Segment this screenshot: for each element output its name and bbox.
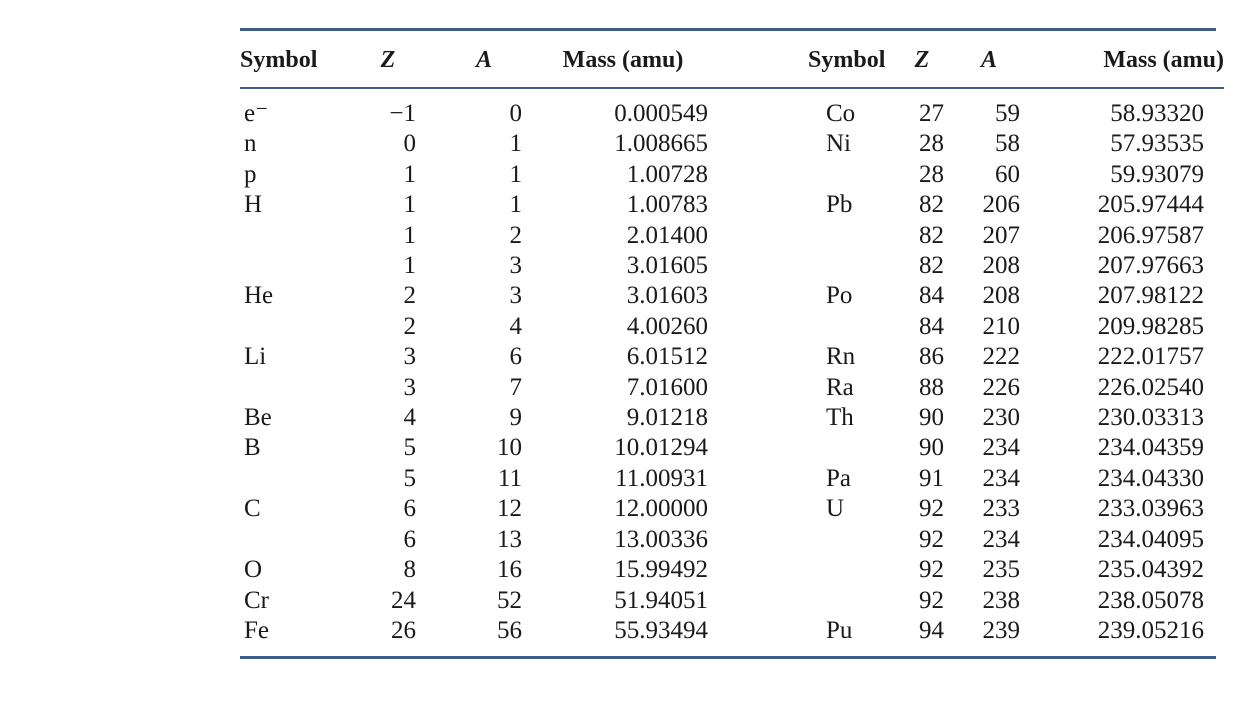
- cell-z-right: 88: [919, 373, 944, 401]
- cell-z-right: 92: [919, 525, 944, 553]
- cell-a-right: 234: [982, 525, 1020, 553]
- cell-z-right: 28: [919, 160, 944, 188]
- header-mass-right: Mass (amu): [1103, 46, 1224, 73]
- cell-z-right: 91: [919, 464, 944, 492]
- cell-mass-left: 3.01605: [626, 252, 708, 280]
- cell-symbol-right: [808, 555, 886, 585]
- cell-symbol-right: [808, 525, 886, 555]
- cell-mass-left: 7.01600: [626, 373, 708, 401]
- header-z-right: Z: [914, 46, 930, 73]
- cell-z-left: 8: [403, 556, 416, 584]
- cell-mass-left: 1.00728: [626, 160, 708, 188]
- header-a-left: A: [475, 46, 492, 73]
- cell-z-right: 92: [919, 586, 944, 614]
- cell-symbol-left: O: [244, 556, 263, 584]
- cell-symbol-right: [808, 433, 886, 463]
- cell-z-left: 6: [403, 525, 416, 553]
- cell-z-left: 1: [403, 160, 416, 188]
- cell-mass-right: 234.04359: [1097, 434, 1204, 462]
- cell-z-left: 1: [403, 191, 416, 219]
- cell-symbol-right: Co: [826, 100, 856, 127]
- cell-z-left: 26: [391, 616, 416, 644]
- column-gap-cell: [718, 160, 808, 190]
- cell-a-right: 208: [982, 252, 1020, 280]
- cell-z-right: 82: [919, 252, 944, 280]
- column-gap-cell: [718, 221, 808, 251]
- cell-a-right: 206: [982, 191, 1020, 219]
- column-gap-cell: [718, 89, 808, 129]
- cell-symbol-right: U: [826, 495, 845, 523]
- cell-symbol-right: Th: [826, 404, 854, 432]
- cell-mass-left: 9.01218: [626, 404, 708, 432]
- cell-z-right: 92: [919, 495, 944, 523]
- table-row: [240, 281, 1224, 311]
- cell-symbol-left: [240, 525, 336, 555]
- cell-z-left: −1: [389, 100, 416, 127]
- cell-a-left: 3: [509, 282, 522, 310]
- cell-a-left: 13: [497, 525, 522, 553]
- cell-z-left: 2: [403, 282, 416, 310]
- column-gap-cell: [718, 281, 808, 311]
- cell-symbol-left: H: [244, 191, 263, 219]
- table-row: [240, 160, 1224, 190]
- column-gap-cell: [718, 586, 808, 616]
- cell-symbol-left: Be: [244, 404, 272, 432]
- cell-a-left: 6: [509, 343, 522, 371]
- cell-z-left: 2: [403, 312, 416, 340]
- column-gap-cell: [718, 616, 808, 646]
- column-gap-cell: [718, 190, 808, 220]
- table-header: [240, 35, 1224, 89]
- cell-a-right: 233: [982, 495, 1020, 523]
- cell-z-left: 1: [403, 252, 416, 280]
- cell-mass-left: 13.00336: [614, 525, 708, 553]
- cell-z-right: 92: [919, 556, 944, 584]
- cell-z-left: 3: [403, 343, 416, 371]
- cell-symbol-left: B: [244, 434, 261, 462]
- table-row: [240, 373, 1224, 403]
- cell-mass-left: 11.00931: [615, 464, 708, 492]
- cell-mass-right: 206.97587: [1097, 221, 1204, 249]
- cell-a-right: 234: [982, 464, 1020, 492]
- cell-symbol-right: Ni: [826, 130, 851, 158]
- cell-symbol-right: [808, 312, 886, 342]
- cell-symbol-left: [240, 312, 336, 342]
- cell-symbol-right: Pb: [826, 191, 853, 219]
- header-symbol-right: Symbol: [808, 46, 886, 73]
- header-a-right: A: [980, 46, 997, 73]
- cell-z-left: 24: [391, 586, 416, 614]
- cell-a-right: 207: [982, 221, 1020, 249]
- cell-mass-right: 239.05216: [1097, 616, 1204, 644]
- cell-mass-left: 3.01603: [626, 282, 708, 310]
- cell-a-right: 222: [982, 343, 1020, 371]
- header-symbol-left: Symbol: [240, 46, 318, 73]
- cell-a-left: 56: [497, 616, 522, 644]
- cell-symbol-right: [808, 251, 886, 281]
- cell-z-right: 94: [919, 616, 944, 644]
- column-gap-cell: [718, 251, 808, 281]
- table-row: [240, 464, 1224, 494]
- cell-mass-right: 234.04330: [1097, 464, 1204, 492]
- column-gap-cell: [718, 373, 808, 403]
- cell-a-right: 60: [995, 160, 1020, 188]
- cell-a-left: 10: [497, 434, 522, 462]
- cell-z-right: 82: [919, 221, 944, 249]
- cell-z-left: 6: [403, 495, 416, 523]
- cell-z-right: 27: [919, 100, 944, 127]
- cell-z-right: 84: [919, 282, 944, 310]
- cell-mass-left: 1.008665: [614, 130, 708, 158]
- cell-mass-right: 238.05078: [1097, 586, 1204, 614]
- cell-z-right: 90: [919, 404, 944, 432]
- table-row: [240, 403, 1224, 433]
- cell-mass-left: 10.01294: [614, 434, 708, 462]
- cell-symbol-right: Po: [826, 282, 853, 310]
- column-gap-cell: [718, 342, 808, 372]
- cell-mass-right: 57.93535: [1110, 130, 1204, 158]
- table-row: [240, 342, 1224, 372]
- column-gap-cell: [718, 403, 808, 433]
- cell-z-right: 28: [919, 130, 944, 158]
- cell-mass-right: 234.04095: [1097, 525, 1204, 553]
- cell-a-left: 2: [509, 221, 522, 249]
- header-z-left: Z: [380, 46, 396, 73]
- cell-a-right: 238: [982, 586, 1020, 614]
- cell-a-left: 4: [509, 312, 522, 340]
- table-row: [240, 251, 1224, 281]
- cell-symbol-left: e⁻: [244, 100, 269, 127]
- cell-z-left: 3: [403, 373, 416, 401]
- cell-mass-right: 207.98122: [1097, 282, 1204, 310]
- cell-a-left: 1: [509, 191, 522, 219]
- cell-a-left: 0: [509, 100, 522, 127]
- cell-a-left: 1: [509, 160, 522, 188]
- cell-z-left: 5: [403, 464, 416, 492]
- table-row: [240, 129, 1224, 159]
- cell-symbol-left: Cr: [244, 586, 269, 614]
- cell-symbol-left: [240, 221, 336, 251]
- cell-z-left: 5: [403, 434, 416, 462]
- cell-a-right: 226: [982, 373, 1020, 401]
- column-gap-cell: [718, 555, 808, 585]
- cell-symbol-right: Ra: [826, 373, 854, 401]
- cell-mass-left: 15.99492: [614, 556, 708, 584]
- cell-symbol-left: [240, 464, 336, 494]
- cell-mass-left: 1.00783: [626, 191, 708, 219]
- table-row: [240, 312, 1224, 342]
- cell-symbol-right: [808, 586, 886, 616]
- cell-a-left: 9: [509, 404, 522, 432]
- cell-symbol-left: Fe: [244, 616, 269, 644]
- cell-z-right: 84: [919, 312, 944, 340]
- cell-a-right: 210: [982, 312, 1020, 340]
- column-gap-cell: [718, 129, 808, 159]
- column-gap-cell: [718, 312, 808, 342]
- cell-mass-left: 6.01512: [626, 343, 708, 371]
- cell-symbol-left: [240, 373, 336, 403]
- cell-a-right: 239: [982, 616, 1020, 644]
- cell-symbol-left: He: [244, 282, 274, 310]
- header-row: [240, 35, 1224, 85]
- table-bottom-rule: [240, 656, 1216, 659]
- cell-symbol-left: C: [244, 495, 261, 523]
- cell-a-left: 3: [509, 252, 522, 280]
- cell-a-right: 59: [995, 100, 1020, 127]
- cell-mass-right: 226.02540: [1097, 373, 1204, 401]
- cell-symbol-right: Pu: [826, 616, 853, 644]
- column-gap: [718, 35, 808, 85]
- cell-symbol-left: Li: [244, 343, 267, 371]
- cell-z-left: 4: [403, 404, 416, 432]
- cell-a-left: 12: [497, 495, 522, 523]
- cell-a-right: 208: [982, 282, 1020, 310]
- cell-a-left: 16: [497, 556, 522, 584]
- cell-mass-right: 205.97444: [1097, 191, 1204, 219]
- cell-mass-right: 207.97663: [1097, 252, 1204, 280]
- cell-a-right: 58: [995, 130, 1020, 158]
- cell-z-left: 1: [403, 221, 416, 249]
- cell-symbol-left: p: [244, 160, 257, 188]
- table-row: [240, 616, 1224, 646]
- column-gap-cell: [718, 525, 808, 555]
- cell-mass-right: 209.98285: [1097, 312, 1204, 340]
- table-row: [240, 89, 1224, 129]
- cell-mass-left: 51.94051: [614, 586, 708, 614]
- cell-z-right: 82: [919, 191, 944, 219]
- cell-mass-right: 58.93320: [1110, 100, 1204, 127]
- cell-mass-left: 0.000549: [614, 100, 708, 127]
- cell-symbol-right: Rn: [826, 343, 856, 371]
- table-row: [240, 525, 1224, 555]
- cell-a-left: 7: [509, 373, 522, 401]
- cell-symbol-right: Pa: [826, 464, 851, 492]
- cell-a-left: 52: [497, 586, 522, 614]
- cell-mass-right: 222.01757: [1097, 343, 1204, 371]
- cell-mass-left: 2.01400: [626, 221, 708, 249]
- table-row: [240, 555, 1224, 585]
- table-row: [240, 494, 1224, 524]
- cell-mass-right: 230.03313: [1097, 404, 1204, 432]
- cell-z-right: 90: [919, 434, 944, 462]
- cell-mass-right: 233.03963: [1097, 495, 1204, 523]
- column-gap-cell: [718, 494, 808, 524]
- cell-symbol-left: n: [244, 130, 257, 158]
- column-gap-cell: [718, 433, 808, 463]
- cell-z-left: 0: [403, 130, 416, 158]
- cell-mass-left: 4.00260: [626, 312, 708, 340]
- cell-a-right: 230: [982, 404, 1020, 432]
- isotope-mass-table: [240, 28, 1224, 659]
- column-gap-cell: [718, 464, 808, 494]
- table-body: [240, 89, 1224, 646]
- cell-mass-right: 59.93079: [1110, 160, 1204, 188]
- isotope-table: [240, 35, 1224, 646]
- cell-mass-left: 12.00000: [614, 495, 708, 523]
- table-row: [240, 190, 1224, 220]
- cell-a-right: 235: [982, 556, 1020, 584]
- cell-symbol-right: [808, 160, 886, 190]
- cell-mass-left: 55.93494: [614, 616, 708, 644]
- table-row: [240, 433, 1224, 463]
- cell-a-left: 1: [509, 130, 522, 158]
- table-row: [240, 586, 1224, 616]
- table-row: [240, 221, 1224, 251]
- table-top-rule: [240, 28, 1216, 31]
- cell-mass-right: 235.04392: [1097, 556, 1204, 584]
- header-mass-left: Mass (amu): [562, 46, 684, 73]
- cell-z-right: 86: [919, 343, 944, 371]
- cell-a-right: 234: [982, 434, 1020, 462]
- cell-symbol-left: [240, 251, 336, 281]
- cell-symbol-right: [808, 221, 886, 251]
- cell-a-left: 11: [497, 464, 522, 492]
